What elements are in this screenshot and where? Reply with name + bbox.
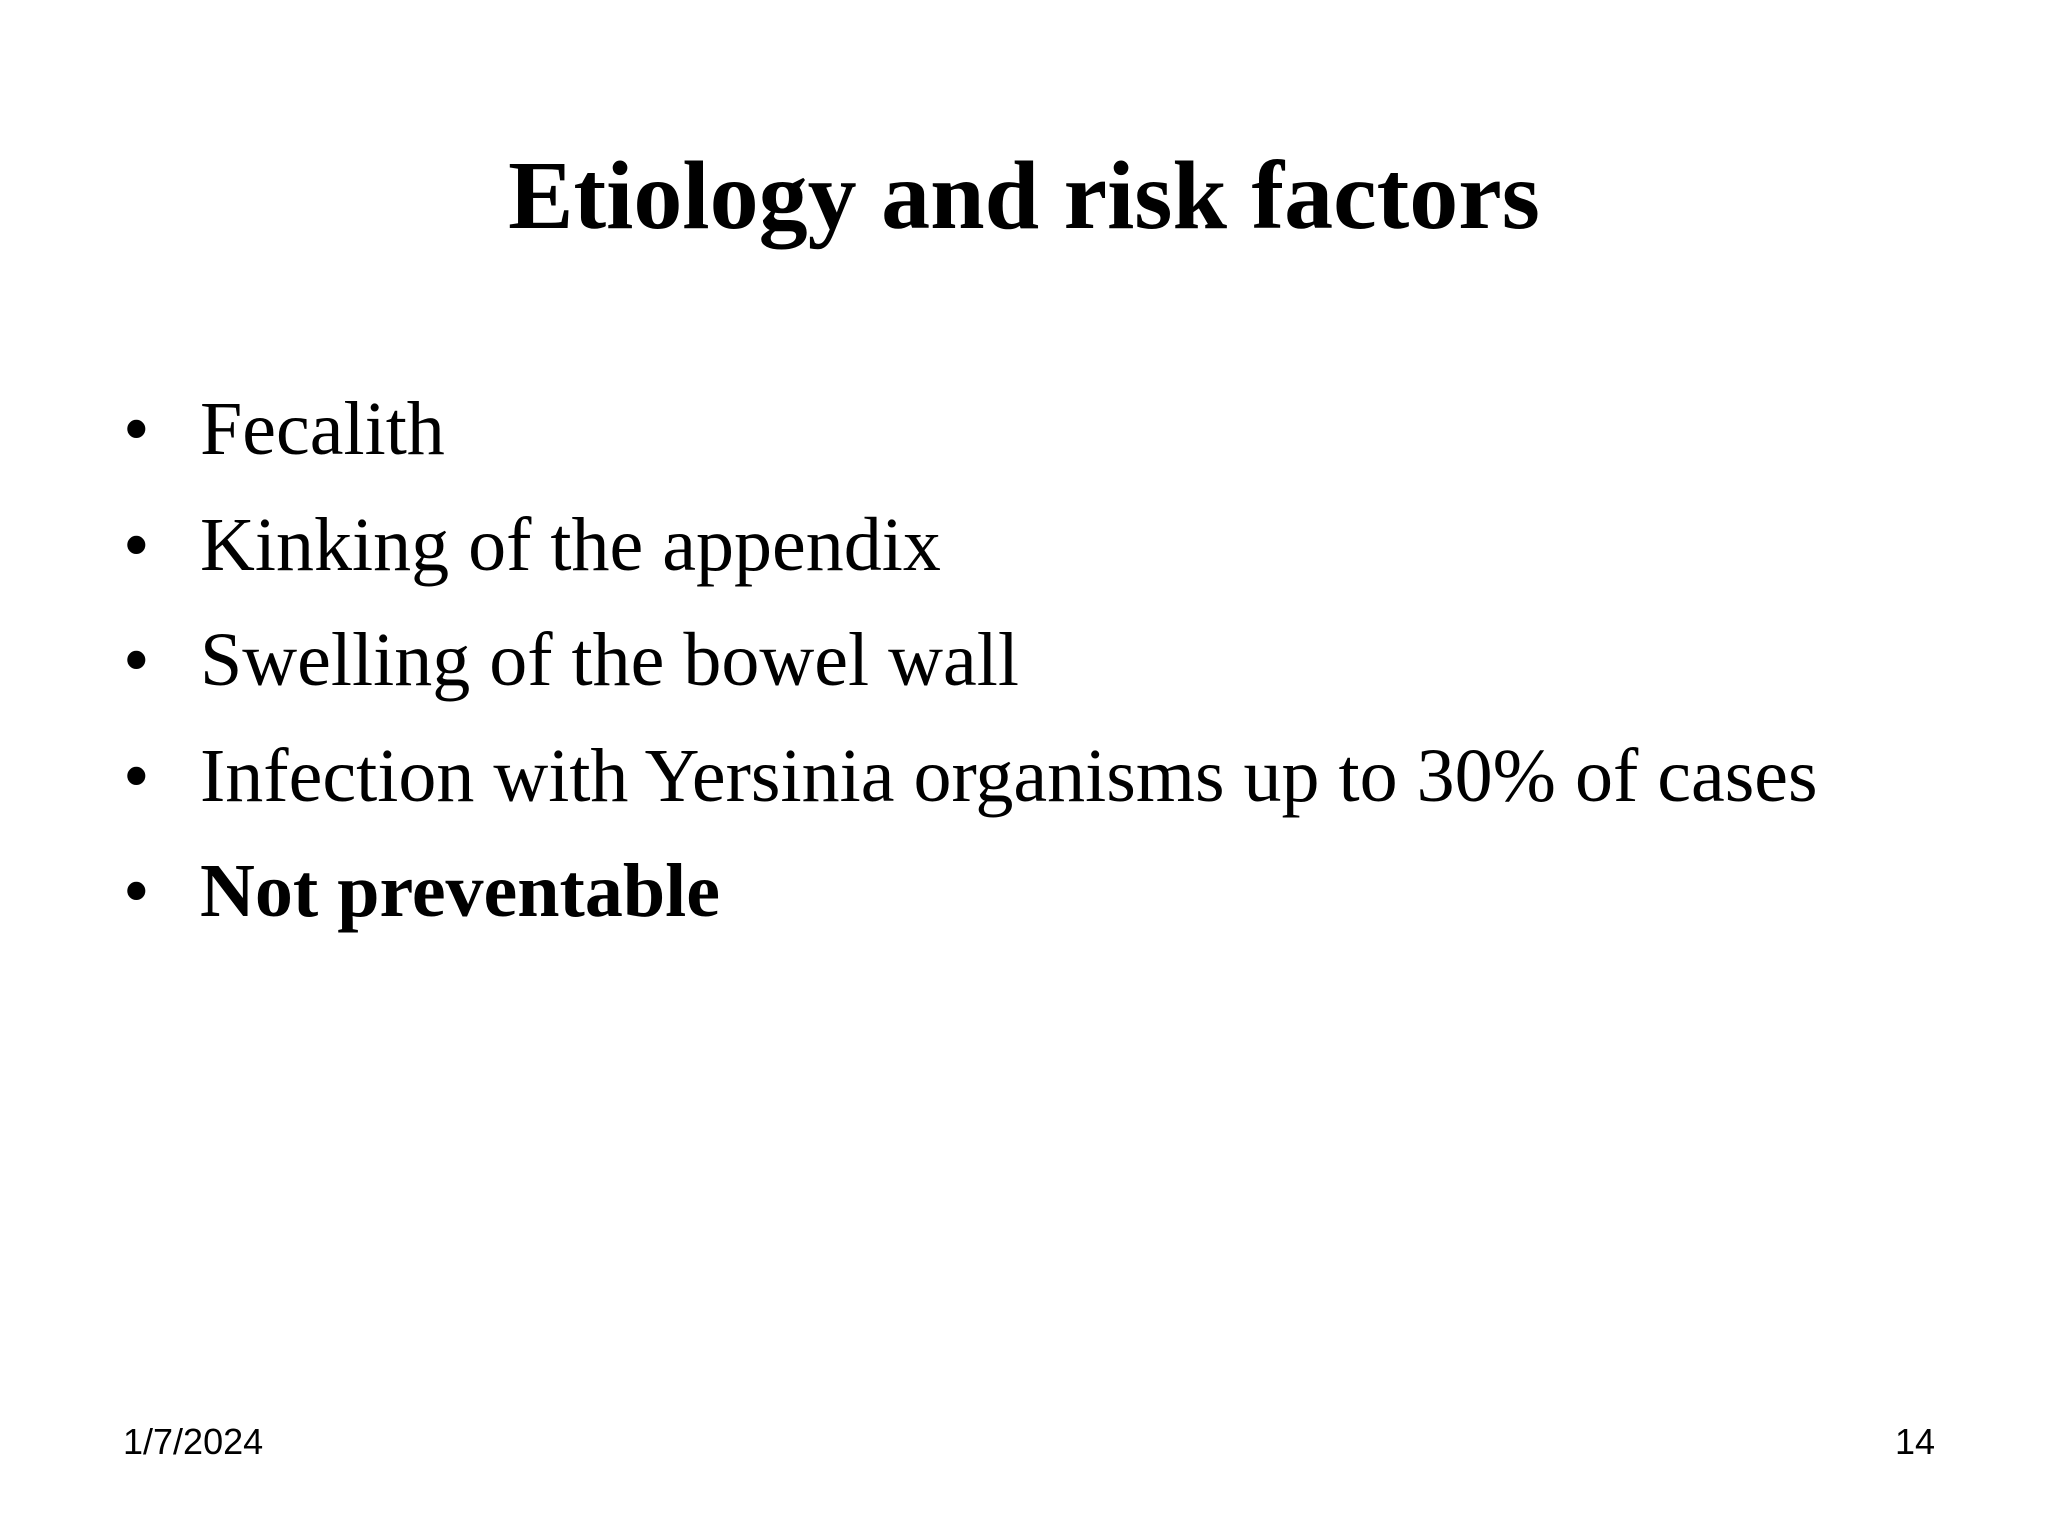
bullet-text: Fecalith <box>200 387 445 471</box>
bullet-dot-icon: • <box>123 618 150 702</box>
bullet-dot-icon: • <box>123 502 150 587</box>
bullet-list <box>123 372 1983 950</box>
footer-date: 1/7/2024 <box>123 1421 264 1462</box>
footer-page-number: 14 <box>1894 1421 1935 1462</box>
bullet-item-swelling <box>123 603 1983 719</box>
bullet-text: Kinking of the appendix <box>200 502 941 587</box>
bullet-item-fecalith <box>123 372 1983 488</box>
bullet-dot-icon: • <box>123 849 150 933</box>
slide-title: Etiology and risk factors <box>508 142 1540 250</box>
bullet-dot-icon: • <box>123 733 150 818</box>
bullet-item-not-preventable <box>123 834 1983 950</box>
bullet-dot-icon: • <box>123 387 150 471</box>
bullet-text: Infection with Yersinia organisms up to 30% of cases <box>200 733 1818 818</box>
bullet-text: Swelling of the bowel wall <box>200 618 1019 702</box>
bullet-item-infection <box>123 719 1983 835</box>
bullet-text: Not preventable <box>200 849 720 933</box>
bullet-item-kinking <box>123 488 1983 604</box>
